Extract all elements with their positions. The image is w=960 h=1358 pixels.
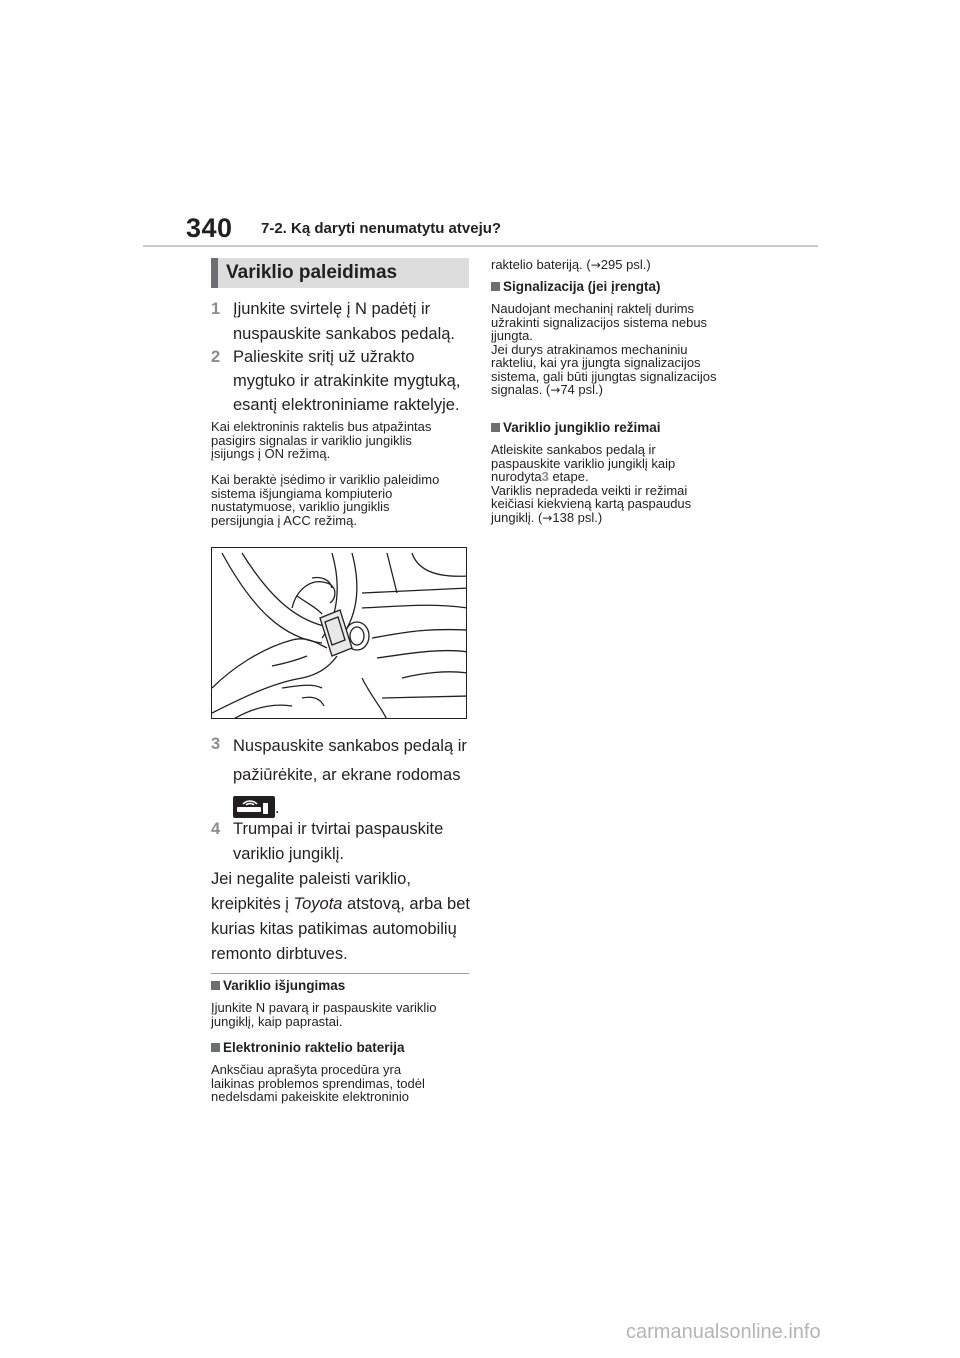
key-fob-indicator-glyph [233,796,275,818]
subsection-heading: Signalizacija (jei įrengta) [491,279,661,295]
dealer-advice-paragraph [211,867,471,967]
bullet-square-icon [491,423,500,432]
key-fob-indicator-icon [233,796,275,818]
step-text-line: pažiūrėkite, ar ekrane rodomas [233,766,461,784]
note-paragraph [211,473,471,527]
note-line: įsijungs į ON režimą. [211,446,331,461]
body-line: raktelio bateriją. (→295 psl.) [491,257,651,272]
body-line: jungiklį. (→138 psl.) [491,509,603,525]
brand-name: Toyota [293,895,343,913]
body-line: sistema, gali būti įjungtas signalizacijos [491,368,717,384]
body-line: Naudojant mechaninį raktelį durims [491,301,695,316]
step-3 [211,732,471,817]
subsection-heading: Elektroninio raktelio baterija [211,1040,405,1056]
body-line: Variklis nepradeda veikti ir režimai [491,482,688,498]
arrow-right-icon: → [590,258,601,272]
section-heading [211,258,469,288]
step-number: 2 [211,348,221,366]
bullet-square-icon [491,282,500,291]
note-line: sistema išjungiama kompiuterio [211,485,393,501]
arrow-right-icon: → [550,383,561,397]
para-line: kreipkitės į Toyota atstovą, arba bet [211,895,470,913]
body-line: Atleiskite sankabos pedalą ir [491,442,656,457]
subsection-heading: Variklio išjungimas [211,978,345,994]
step-text-period: . [275,799,280,817]
note-line: pasigirs signalas ir variklio jungiklis [211,432,412,448]
subsection-body [491,302,781,398]
section-heading-text: Variklio paleidimas [226,262,398,283]
step-4 [211,817,471,865]
body-line: nedelsdami pakeiskite elektroninio [211,1089,410,1104]
step-text-line: Nuspauskite sankabos pedalą ir [233,737,467,755]
step-reference-number: 3 [541,469,549,484]
subsection-body [211,1001,471,1028]
page-number: 340 [186,213,233,243]
body-line: Anksčiau aprašyta procedūra yra [211,1062,402,1077]
header-divider [143,245,818,247]
body-line: keičiasi kiekvieną kartą paspaudus [491,496,692,511]
step-text-line: Palieskite sritį už užrakto [233,348,415,366]
step-text-line: Trumpai ir tvirtai paspauskite [233,820,444,838]
bullet-square-icon [211,981,220,990]
subsection-body [211,1063,471,1104]
body-line: Įjunkite N pavarą ir paspauskite variklio [211,1000,437,1015]
body-line: rakteliu, kai yra įjungta signalizacijos [491,355,701,370]
note-line: Kai beraktė įsėdimo ir variklio paleidimo [211,472,440,487]
hand-key-fob-drawing [212,548,467,719]
body-line: nurodyta3 etape. [491,469,589,484]
step-text-line: esantį elektroniniame raktelyje. [233,396,460,414]
battery-continuation [491,258,781,273]
body-line: paspauskite variklio jungiklį kaip [491,455,676,471]
step-2 [211,345,471,417]
section-divider [211,973,469,974]
subsection-body [491,443,781,525]
step-text-line: mygtuko ir atrakinkite mygtuką, [233,372,461,390]
watermark-logo: carmanualsonline.info [626,1321,821,1343]
arrow-right-icon: → [542,510,553,525]
body-line: Jei durys atrakinamos mechaniniu [491,341,688,357]
subsection-heading: Variklio jungiklio režimai [491,420,661,436]
step-number: 4 [211,820,221,838]
chapter-title: 7-2. Ką daryti nenumatytu atveju? [261,220,502,237]
key-push-start-illustration [211,547,467,719]
note-line: persijungia į ACC režimą. [211,512,357,528]
step-number: 1 [211,300,221,318]
para-line: remonto dirbtuves. [211,945,348,963]
body-line: laikinas problemos sprendimas, todėl [211,1075,425,1091]
body-line: užrakinti signalizacijos sistema nebus [491,314,708,330]
step-text-line: Įjunkite svirtelę į N padėtį ir [233,300,431,318]
note-line: nustatymuose, variklio jungiklis [211,499,390,514]
body-line: signalas. (→74 psl.) [491,382,603,397]
step-number: 3 [211,735,221,753]
bullet-square-icon [211,1043,220,1052]
note-paragraph [211,420,471,461]
step-text-line: variklio jungiklį. [233,845,344,863]
note-line: Kai elektroninis raktelis bus atpažintas [211,419,432,434]
para-line: kurias kitas patikimas automobilių [211,920,457,938]
body-line: įjungta. [491,328,533,343]
para-line: Jei negalite paleisti variklio, [211,870,411,888]
body-line: jungiklį, kaip paprastai. [211,1013,343,1029]
step-text-line: nuspauskite sankabos pedalą. [233,325,455,343]
section-heading-accent [211,258,218,288]
step-1 [211,297,471,345]
